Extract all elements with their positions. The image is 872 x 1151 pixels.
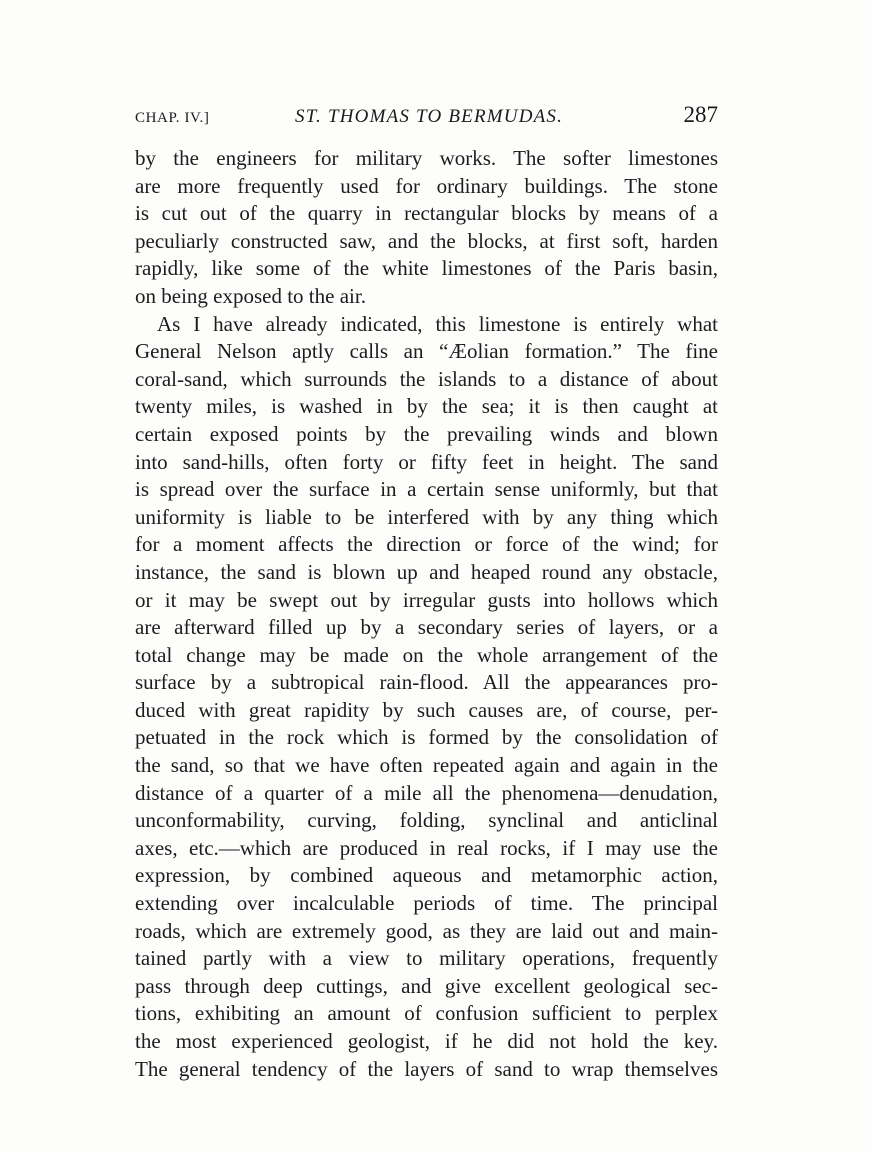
text-line: tions, exhibiting an amount of confusion sufficient to perplex (135, 1001, 718, 1026)
text-line: is spread over the surface in a certain sense uniformly, but that (135, 477, 718, 502)
text-line: distance of a quarter of a mile all the phenomena—denudation, (135, 780, 718, 805)
text-line: into sand-hills, often forty or fifty feet in height. The sand (135, 449, 718, 474)
text-line: or it may be swept out by irregular gusts into hollows which (135, 587, 718, 612)
text-line: twenty miles, is washed in by the sea; it is then caught at (135, 394, 718, 419)
text-line: are more frequently used for ordinary buildings. The stone (135, 173, 718, 198)
text-line: axes, etc.—which are produced in real rocks, if I may use the (135, 835, 718, 860)
text-line: extending over incalculable periods of time. The principal (135, 891, 718, 916)
text-line: the most experienced geologist, if he did not hold the key. (135, 1029, 718, 1053)
text-line: are afterward filled up by a secondary series of layers, or a (135, 615, 718, 640)
text-line: The general tendency of the layers of sand to wrap themselves (135, 1056, 718, 1081)
text-line: tained partly with a view to military operations, frequently (135, 946, 718, 971)
text-line: expression, by combined aqueous and metamorphic action, (135, 863, 718, 888)
text-line: for a moment affects the direction or force of the wind; for (135, 532, 718, 557)
text-line: surface by a subtropical rain-flood. All the appearances pro- (135, 670, 718, 695)
text-line: duced with great rapidity by such causes are, of course, per- (135, 697, 718, 722)
body-text (135, 145, 718, 1083)
text-line: rapidly, like some of the white limestones of the Paris basin, (135, 256, 718, 281)
running-head (135, 102, 718, 132)
text-line: As I have already indicated, this limestone is entirely what (157, 311, 718, 336)
text-line: instance, the sand is blown up and heaped round any obstacle, (135, 559, 718, 584)
text-line: by the engineers for military works. The softer limestones (135, 146, 718, 170)
text-line: unconformability, curving, folding, synclinal and anticlinal (135, 808, 718, 833)
running-title: ST. THOMAS TO BERMUDAS. (295, 106, 564, 127)
paragraph (135, 145, 718, 311)
text-line: pass through deep cuttings, and give excellent geological sec- (135, 973, 718, 998)
paragraph (135, 311, 718, 1084)
text-line: peculiarly constructed saw, and the blocks, at first soft, harden (135, 228, 718, 253)
text-line: petuated in the rock which is formed by the consolidation of (135, 725, 718, 750)
page-number: 287 (683, 102, 718, 127)
text-line: coral-sand, which surrounds the islands to a distance of about (135, 366, 718, 391)
text-line: certain exposed points by the prevailing winds and blown (135, 421, 718, 446)
text-line: General Nelson aptly calls an “Æolian formation.” The fine (135, 339, 718, 364)
text-line: the sand, so that we have often repeated again and again in the (135, 753, 718, 778)
text-line: roads, which are extremely good, as they are laid out and main- (135, 918, 718, 943)
text-line: total change may be made on the whole arrangement of the (135, 642, 718, 667)
text-line: on being exposed to the air. (135, 283, 366, 308)
chapter-label: CHAP. IV.] (135, 110, 210, 126)
text-line: is cut out of the quarry in rectangular blocks by means of a (135, 201, 718, 226)
text-line: uniformity is liable to be interfered with by any thing which (135, 504, 718, 529)
